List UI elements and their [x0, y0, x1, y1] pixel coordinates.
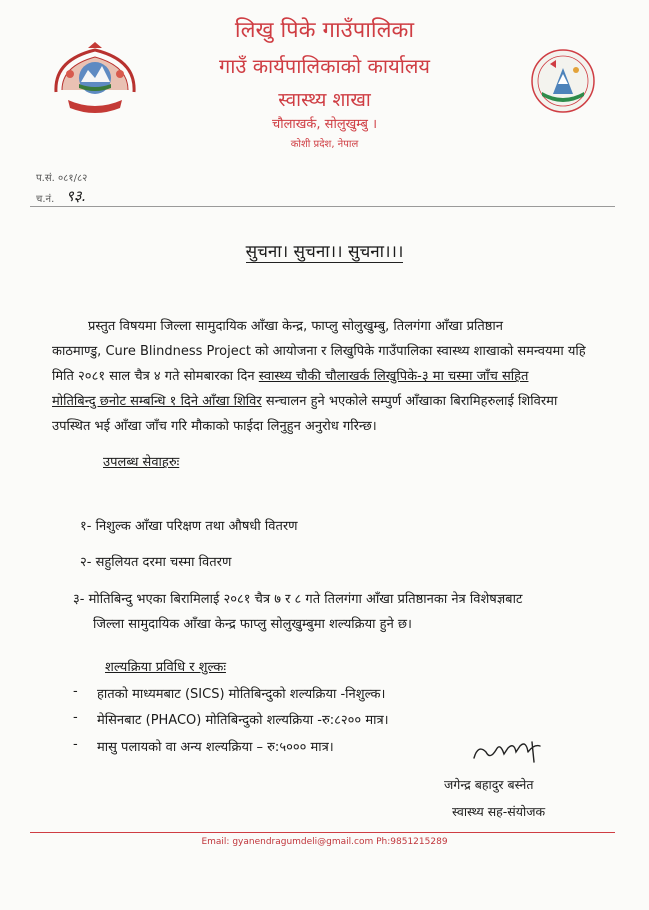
dispatch-number: ९३. — [66, 187, 87, 205]
office-name: गाउँ कार्यपालिकाको कार्यालय — [218, 54, 431, 78]
footer-contact: Email: gyanendragumdeli@gmail.com Ph:9851215289 — [201, 837, 448, 847]
office-address: चौलाखर्क, सोलुखुम्बु । — [272, 117, 377, 132]
dash-1: - — [73, 684, 78, 699]
branch-name: स्वास्थ्य शाखा — [278, 89, 371, 111]
province: कोशी प्रदेश, नेपाल — [290, 139, 359, 150]
reference-number: प.सं. ०८१/८२ — [36, 173, 88, 184]
signatory-title: स्वास्थ्य सह-संयोजक — [452, 804, 546, 819]
notice-line-3 — [52, 364, 612, 390]
notice-line-4 — [52, 389, 612, 415]
service-item-3-line-1: ३- मोतिबिन्दु भएका बिरामिलाई २०८१ चैत्र ७ र ८ गते तिलगंगा आँखा प्रतिष्ठानका नेत्र विशेषज्ञबाट — [73, 592, 523, 607]
notice-line-2: काठमाण्डु, Cure Blindness Project को आयोजना र लिखुपिके गाउँपालिका स्वास्थ्य शाखाको समन्वयमा यहि — [52, 344, 586, 359]
services-heading: उपलब्ध सेवाहरुः — [103, 455, 180, 470]
notice-title — [0, 239, 649, 262]
dispatch-label: च.नं. — [36, 194, 55, 205]
notice-title-text: सुचना। सुचना।। सुचना।।। — [245, 242, 404, 262]
service-item-2: २- सहुलियत दरमा चस्मा वितरण — [80, 555, 232, 570]
surgery-line-2: मेसिनबाट (PHACO) मोतिबिन्दुको शल्यक्रिया -रु:८२०० मात्र। — [97, 713, 389, 728]
surgery-line-3: मासु पलायको वा अन्य शल्यक्रिया – रु:५००० मात्र। — [97, 740, 334, 755]
notice-line-3-start: मिति २०८१ साल चैत्र ४ गते सोमबारका दिन — [52, 369, 259, 384]
service-item-3-line-2: जिल्ला सामुदायिक आँखा केन्द्र फाप्लु सोलुखुम्बुमा शल्यक्रिया हुने छ। — [93, 617, 412, 632]
service-item-1: १- निशुल्क आँखा परिक्षण तथा औषधी वितरण — [80, 519, 298, 534]
camp-location: स्वास्थ्य चौकी चौलाखर्क लिखुपिके-३ मा चस्मा जाँच सहित — [258, 369, 529, 384]
surgery-heading: शल्यक्रिया प्रविधि र शुल्कः — [105, 660, 226, 675]
notice-line-5: उपस्थित भई आँखा जाँच गरि मौकाको फाईदा लिनुहुन अनुरोध गरिन्छ। — [52, 419, 377, 434]
handwritten-signature — [470, 738, 550, 768]
surgery-line-1: हातको माध्यमबाट (SICS) मोतिबिन्दुको शल्यक्रिया -निशुल्क। — [97, 687, 386, 702]
dash-2: - — [73, 710, 78, 725]
signatory-name: जगेन्द्र बहादुर बस्नेत — [444, 777, 534, 792]
notice-line-4-end: सन्चालन हुने भएकोले सम्पुर्ण आँखाका बिरामिहरुलाई शिविरमा — [261, 394, 558, 409]
dash-3: - — [73, 737, 78, 752]
footer-divider — [30, 832, 615, 833]
notice-line-1: प्रस्तुत विषयमा जिल्ला सामुदायिक आँखा केन्द्र, फाप्लु सोलुखुम्बु, तिलगंगा आँखा प्रतिष्ठान — [88, 319, 503, 334]
municipality-name: लिखु पिके गाउँपालिका — [234, 18, 415, 43]
header-divider — [30, 206, 615, 207]
camp-type: मोतिबिन्दु छनोट सम्बन्धि १ दिने आँखा शिविर — [52, 394, 262, 409]
